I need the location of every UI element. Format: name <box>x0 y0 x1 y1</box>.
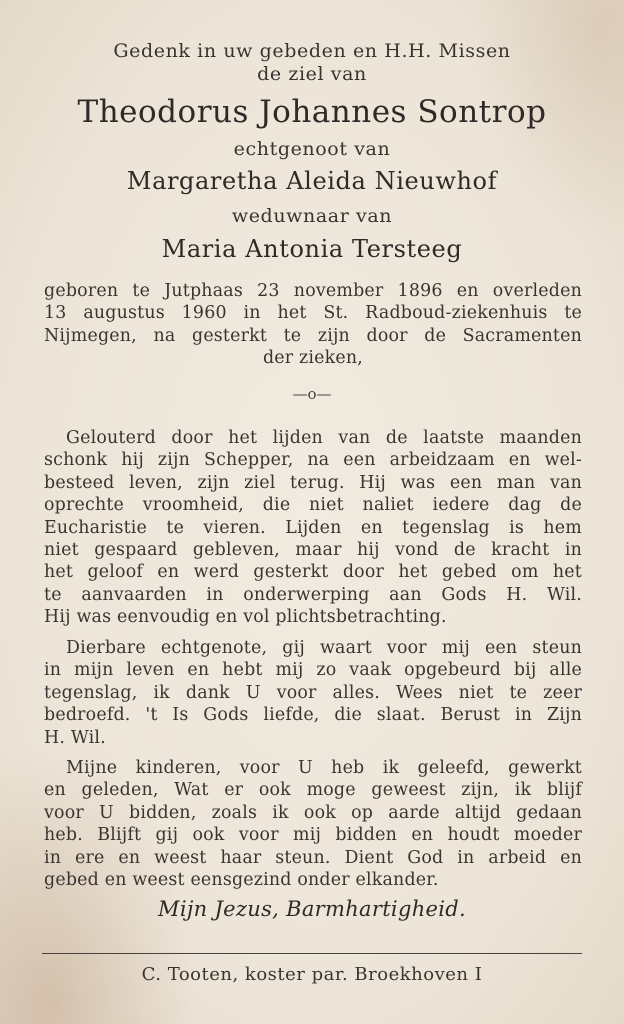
ornament-divider: —o— <box>292 385 332 403</box>
biography <box>44 280 582 370</box>
paragraph-line: tegenslag, ik dank U voor alles. Wees niet te zeer <box>44 682 582 703</box>
paragraph-line: niet gespaard gebleven, maar hij vond de kracht in <box>44 540 582 561</box>
paragraph-line: het geloof en werd gesterkt door het gebed om het <box>44 562 582 583</box>
paragraph-line: in mijn leven en hebt mij zo vaak opgebeurd bij alle <box>44 660 582 681</box>
footer-rule <box>42 953 582 954</box>
paragraph-spouse <box>44 637 582 749</box>
paragraph-line: besteed leven, zijn ziel terug. Hij was een man van <box>44 472 582 493</box>
paragraph-line: en geleden, Wat er ook moge geweest zijn, ik blijf <box>44 780 582 801</box>
paragraph-children <box>44 757 582 891</box>
paragraph-line: H. Wil. <box>44 727 106 748</box>
header-line-soul: de ziel van <box>257 63 367 85</box>
paragraph-line: voor U bidden, zoals ik ook op aarde altijd gedaan <box>44 802 582 823</box>
deceased-name: Theodorus Johannes Sontrop <box>77 94 547 130</box>
spouse-intro: echtgenoot van <box>233 138 391 160</box>
paragraph-line: Hij was eenvoudig en vol plichtsbetrachting. <box>44 607 447 628</box>
printer-credit: C. Tooten, koster par. Broekhoven I <box>141 964 483 985</box>
paragraph-line: Mijne kinderen, voor U heb ik geleefd, gewerkt <box>66 758 582 778</box>
paragraph-life <box>44 427 582 629</box>
paragraph-line: oprechte vroomheid, die niet naliet iedere dag de <box>44 495 582 516</box>
paragraph-line: Eucharistie te vieren. Lijden en tegenslag is hem <box>44 517 582 538</box>
paragraph-line: heb. Blijft gij ook voor mij bidden en houdt moeder <box>44 825 582 846</box>
paragraph-line: Gelouterd door het lijden van de laatste maanden <box>66 428 582 448</box>
biography-line: Nijmegen, na gesterkt te zijn door de Sacramenten <box>44 325 582 346</box>
biography-line: der zieken, <box>262 348 364 369</box>
paragraph-line: Dierbare echtgenote, gij waart voor mij een steun <box>66 638 582 658</box>
late-wife-name: Maria Antonia Tersteeg <box>161 235 463 263</box>
invocation: Mijn Jezus, Barmhartigheid. <box>158 897 466 921</box>
paragraph-line: in ere en weest haar steun. Dient God in arbeid en <box>44 847 582 868</box>
widower-intro: weduwnaar van <box>231 205 393 227</box>
paragraph-line: gebed en weest eensgezind onder elkander. <box>44 870 439 891</box>
header-line-prayer: Gedenk in uw gebeden en H.H. Missen <box>113 40 511 62</box>
paragraph-line: te aanvaarden in onderwerping aan Gods H. Wil. <box>44 584 582 605</box>
paragraph-line: schonk hij zijn Schepper, na een arbeidzaam en wel- <box>44 450 582 471</box>
paragraph-line: bedroefd. 't Is Gods liefde, die slaat. Berust in Zijn <box>44 705 582 726</box>
biography-line: geboren te Jutphaas 23 november 1896 en overleden <box>44 281 582 301</box>
spouse-name: Margaretha Aleida Nieuwhof <box>126 167 498 195</box>
biography-line: 13 augustus 1960 in het St. Radboud-ziekenhuis te <box>44 303 582 324</box>
